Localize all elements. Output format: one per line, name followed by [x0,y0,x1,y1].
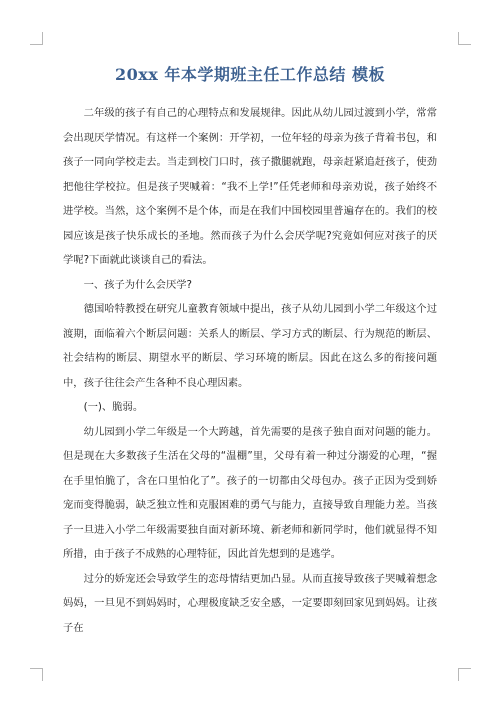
paragraph-research: 德国哈特教授在研究儿童教育领域中提出，孩子从幼儿园到小学二年级这个过渡期，面临着六个断层问题：关系人的断层、学习方式的断层、行为规范的断层、社会结构的断层、期望水平的断层、学习环境的断层。因此在这么多的衔接问题中，孩子往往会产生各种不良心理因素。 [63,303,437,389]
crop-mark-bottom-right [458,668,471,681]
document-body [63,101,437,640]
paragraph-fragile: 幼儿园到小学二年级是一个大跨越，首先需要的是孩子独自面对问题的能力。但是现在大多数孩子生活在父母的“温棚”里，父母有着一种过分溺爱的心理，“握在手里怕脆了，含在口里怕化了”。孩子的一切都由父母包办。孩子正因为受到娇宠而变得脆弱，缺乏独立性和克服困难的勇气与能力，直接导致自理能力差。当孩子一旦进入小学二年级需要独自面对新环境、新老师和新同学时，他们就显得不知所措，由于孩子不成熟的心理特征，因此首先想到的是逃学。 [63,425,437,560]
subsection-heading-1: (一)、脆弱。 [83,401,144,413]
crop-mark-bottom-left [30,668,43,681]
paragraph-intro: 二年级的孩子有自己的心理特点和发展规律。因此从幼儿园过渡到小学，常常会出现厌学情况。有这样一个案例：开学初，一位年轻的母亲为孩子背着书包，和孩子一同向学校走去。当走到校门口时，孩子撒腿就跑，母亲赶紧追赶孩子，使劲把他往学校拉。但是孩子哭喊着：“我不上学!”任凭老师和母亲劝说，孩子始终不进学校。当然，这个案例不是个体，而是在我们中国校园里普遍存在的。我们的校园应该是孩子快乐成长的圣地。然而孩子为什么会厌学呢?究竟如何应对孩子的厌学呢?下面就此谈谈自己的看法。 [63,107,437,266]
crop-mark-top-left [30,32,43,45]
paragraph-overindulgence: 过分的娇宠还会导致学生的恋母情结更加凸显。从而直接导致孩子哭喊着想念妈妈，一旦见不到妈妈时，心理极度缺乏安全感，一定要即刻回家见到妈妈。让孩子在 [63,572,437,634]
crop-mark-top-right [458,32,471,45]
document-title: 20xx 年本学期班主任工作总结 模板 [115,65,385,84]
section-heading-1: 一、孩子为什么会厌学? [83,278,193,291]
